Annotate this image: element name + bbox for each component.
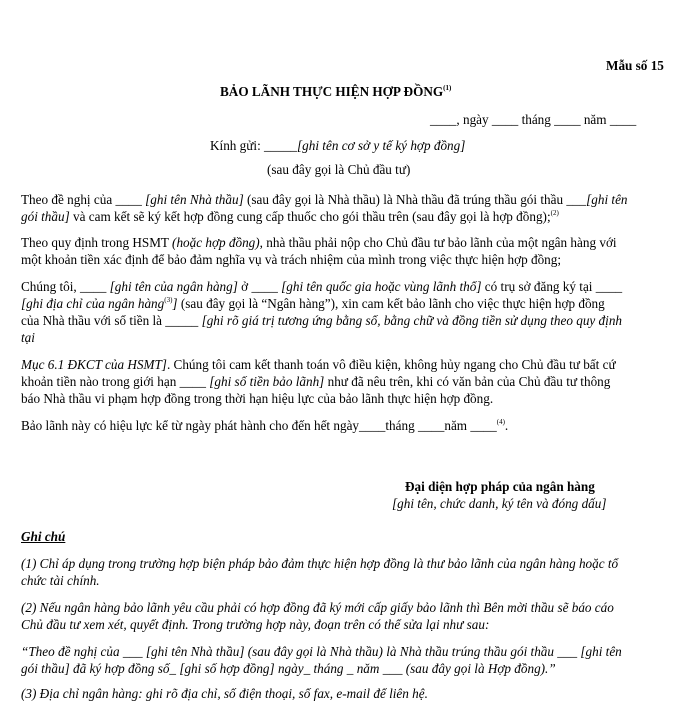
footnote-marker: (4) bbox=[496, 418, 505, 426]
text-run: và cam kết sẽ ký kết hợp đồng cung cấp thuốc cho gói thầu trên (sau đây gọi là hợp đồng); bbox=[69, 209, 551, 224]
note-2-line1: (2) Nếu ngân hàng bảo lãnh yêu cầu phải có hợp đồng đã ký mới cấp giấy bảo lãnh thì Bên mời thầu sẽ báo cáo bbox=[21, 600, 614, 615]
document-title bbox=[220, 84, 451, 100]
recipient-placeholder: [ghi tên cơ sở y tế ký hợp đồng] bbox=[297, 138, 466, 153]
placeholder-package-name: [ghi tên bbox=[586, 192, 628, 207]
text-run: ] bbox=[172, 296, 178, 311]
text-run: (sau đây gọi là Nhà thầu) là Nhà thầu đã trúng thầu gói thầu ___ bbox=[243, 192, 587, 207]
placeholder-contractor-name: [ghi tên Nhà thầu] bbox=[145, 192, 244, 207]
para2-line2: một khoản tiền xác định để bảo đảm nghĩa vụ và trách nhiệm của mình trong việc thực hiện hợp đồng; bbox=[21, 252, 562, 267]
para5-line bbox=[21, 418, 508, 434]
para2-line1 bbox=[21, 235, 617, 251]
para3-line2 bbox=[21, 296, 605, 312]
title-text: BẢO LÃNH THỰC HIỆN HỢP ĐỒNG bbox=[220, 84, 444, 99]
signature-subtitle: [ghi tên, chức danh, ký tên và đóng dấu] bbox=[392, 496, 607, 511]
placeholder-package-name-cont: gói thầu] bbox=[21, 209, 70, 224]
recipient-line bbox=[210, 138, 465, 154]
text-run: Bảo lãnh này có hiệu lực kể từ ngày phát hành cho đến hết ngày____tháng ____năm ____ bbox=[21, 418, 497, 433]
text-run: (sau đây gọi là “Ngân hàng”), xin cam kết bảo lãnh cho việc thực hiện hợp đồng bbox=[177, 296, 605, 311]
placeholder-amount-cont: Mục 6.1 ĐKCT của HSMT] bbox=[21, 357, 167, 372]
para1-line1 bbox=[21, 192, 628, 208]
note-1-line1: (1) Chỉ áp dụng trong trường hợp biện pháp bảo đảm thực hiện hợp đồng là thư bảo lãnh của ngân hàng hoặc tổ bbox=[21, 556, 619, 571]
text-run: Theo đề nghị của ____ bbox=[21, 192, 146, 207]
notes-heading: Ghi chú bbox=[21, 529, 66, 544]
form-number: Mẫu số 15 bbox=[606, 58, 664, 73]
signature-title: Đại diện hợp pháp của ngân hàng bbox=[405, 479, 595, 494]
placeholder-bank-address: [ghi địa chỉ của ngân hàng bbox=[21, 296, 165, 311]
date-line: ____, ngày ____ tháng ____ năm ____ bbox=[430, 112, 637, 127]
para4-line3: báo Nhà thầu vi phạm hợp đồng trong thời hạn hiệu lực của bảo lãnh thực hiện hợp đồng. bbox=[21, 391, 494, 406]
footnote-marker: (3) bbox=[164, 296, 173, 304]
text-run: có trụ sở đăng ký tại ____ bbox=[481, 279, 623, 294]
text-run: ở ____ bbox=[237, 279, 282, 294]
title-footnote-marker: (1) bbox=[443, 84, 452, 92]
placeholder-bank-name: [ghi tên của ngân hàng] bbox=[109, 279, 238, 294]
text-run: của Nhà thầu với số tiền là _____ bbox=[21, 313, 202, 328]
note-2-line2: Chủ đầu tư xem xét, quyết định. Trong trường hợp này, đoạn trên có thể sửa lại như sau: bbox=[21, 617, 490, 632]
placeholder-amount: [ghi rõ giá trị tương ứng bằng số, bằng chữ và đồng tiền sử dụng theo quy định bbox=[201, 313, 623, 328]
para4-line2 bbox=[21, 374, 610, 390]
para1-line2 bbox=[21, 209, 559, 225]
placeholder-guarantee-amount: [ghi số tiền bảo lãnh] bbox=[209, 374, 325, 389]
footnote-marker: (2) bbox=[550, 209, 559, 217]
text-run: Chúng tôi, ____ bbox=[21, 279, 110, 294]
text-run: Theo quy định trong HSMT bbox=[21, 235, 173, 250]
text-run: như đã nêu trên, khi có văn bản của Chủ đầu tư thông bbox=[324, 374, 611, 389]
text-run: , nhà thầu phải nộp cho Chủ đầu tư bảo lãnh của một ngân hàng với bbox=[259, 235, 617, 250]
recipient-prefix: Kính gửi: _____ bbox=[210, 138, 298, 153]
para3-line3 bbox=[21, 313, 622, 329]
text-run: khoản tiền nào trong giới hạn ____ bbox=[21, 374, 210, 389]
italic-run: (hoặc hợp đồng) bbox=[172, 235, 260, 250]
note-2-quote-line1: “Theo đề nghị của ___ [ghi tên Nhà thầu] (sau đây gọi là Nhà thầu) là Nhà thầu trúng thầu gói thầu ___ [ghi tên bbox=[21, 644, 622, 659]
placeholder-country: [ghi tên quốc gia hoặc vùng lãnh thổ] bbox=[281, 279, 482, 294]
text-run: . Chúng tôi cam kết thanh toán vô điều kiện, không hủy ngang cho Chủ đầu tư bất cứ bbox=[166, 357, 616, 372]
recipient-alias: (sau đây gọi là Chủ đầu tư) bbox=[267, 162, 411, 177]
note-3: (3) Địa chỉ ngân hàng: ghi rõ địa chỉ, số điện thoại, số fax, e-mail để liên hệ. bbox=[21, 686, 428, 701]
para3-line1 bbox=[21, 279, 622, 295]
text-run: . bbox=[504, 418, 509, 433]
para3-line4: tại bbox=[21, 330, 35, 345]
para4-line1 bbox=[21, 357, 616, 373]
note-1-line2: chức tài chính. bbox=[21, 573, 100, 588]
note-2-quote-line2: gói thầu] đã ký hợp đồng số_ [ghi số hợp đồng] ngày_ tháng _ năm ___ (sau đây gọi là Hợp đồng).” bbox=[21, 661, 556, 676]
